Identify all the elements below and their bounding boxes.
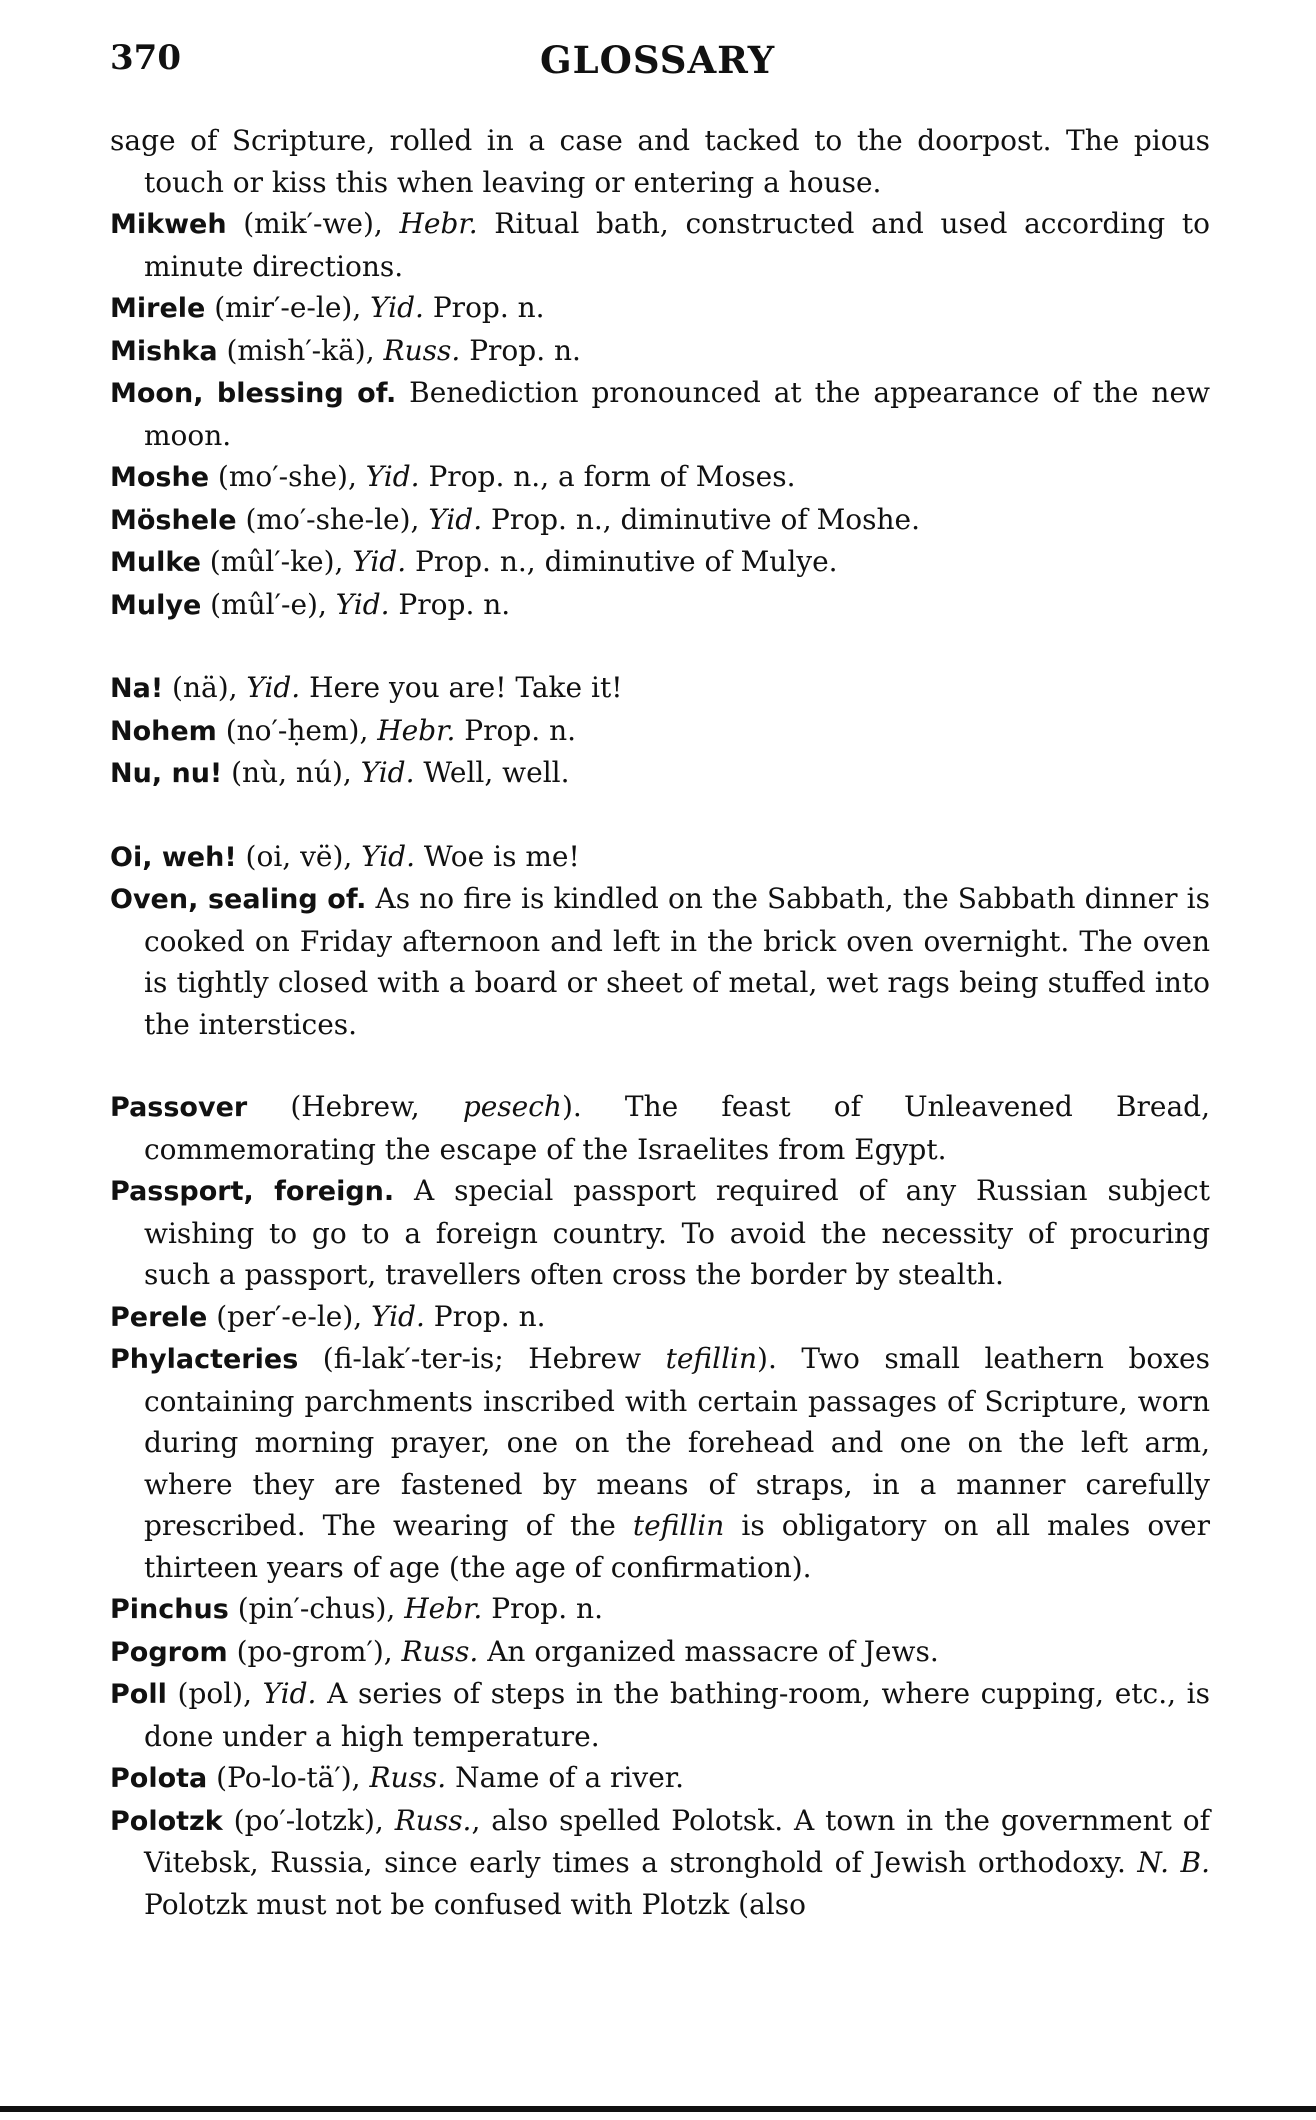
entry-definition: Benediction pronounced at the appearance of the new moon. <box>144 376 1210 452</box>
entry-definition: Well, well. <box>414 756 570 789</box>
entry-pronunciation: (mûl′-e), <box>201 587 336 621</box>
entry-term: Passover <box>110 1092 248 1123</box>
entry-term: Polota <box>110 1763 208 1794</box>
entry-pronunciation: (nä), <box>163 671 247 704</box>
entry-term: Poll <box>110 1679 167 1710</box>
entry-language: Yid. <box>371 1299 425 1333</box>
entry-italic-note: N. B. <box>1137 1846 1210 1879</box>
entry-pronunciation: (po′-lotzk), <box>222 1803 395 1837</box>
entry-definition: As no fire is kindled on the Sabbath, the Sabbath dinner is cooked on Friday afternoon and left in the brick oven overnight. The oven is tightly closed with a board or sheet of metal, wet rags being stuffed into the interstices. <box>144 882 1210 1041</box>
entry-definition: Prop. n., diminutive of Moshe. <box>482 502 921 536</box>
entry-language: Russ. <box>394 1803 472 1837</box>
glossary-entry-oven-sealing <box>110 878 1210 1045</box>
page-header <box>110 38 1210 88</box>
entry-pronunciation: (mo′-she-le), <box>236 502 429 536</box>
entry-definition-continued: is obligatory on all males over thirteen years of age (the age of confirmation). <box>144 1509 1210 1584</box>
entry-language: Hebr. <box>399 207 478 240</box>
entry-term: Pinchus <box>110 1594 229 1625</box>
entry-pronunciation: (fi-lak′-ter-is; Hebrew <box>298 1342 666 1375</box>
glossary-entry-na <box>110 667 1210 710</box>
entry-term: Phylacteries <box>110 1344 299 1375</box>
entry-definition: Ritual bath, constructed and used according to minute directions. <box>144 207 1210 283</box>
glossary-entry-mulke <box>110 541 1210 584</box>
entry-pronunciation: (oi, vë), <box>236 839 362 873</box>
entry-definition: Prop. n. <box>460 333 581 367</box>
entry-definition: Prop. n. <box>389 587 511 621</box>
entry-term: Pogrom <box>110 1636 228 1668</box>
page-number: 370 <box>110 38 181 78</box>
entry-definition: Prop. n. <box>424 1299 546 1333</box>
entry-pronunciation: (mik′-we), <box>226 207 400 240</box>
entry-definition: Name of a river. <box>446 1761 684 1794</box>
page-title: GLOSSARY <box>540 38 776 82</box>
glossary-entry-perele <box>110 1296 1210 1339</box>
glossary-entry-pinchus <box>110 1588 1210 1631</box>
glossary-entry-polota <box>110 1757 1210 1800</box>
entry-pronunciation: (mish′-kä), <box>217 333 384 367</box>
entry-definition: Here you are! Take it! <box>300 671 623 704</box>
entry-term: Mirele <box>110 293 206 324</box>
glossary-entry-moshe <box>110 456 1210 499</box>
entry-pronunciation: (Po-lo-tä′), <box>207 1761 370 1794</box>
entry-language: Hebr. <box>377 713 456 747</box>
entry-term: Nohem <box>110 715 217 747</box>
entry-language: Russ. <box>383 333 461 367</box>
entry-term: Passport, foreign. <box>110 1176 395 1207</box>
entry-pronunciation: (mûl′-ke), <box>200 545 353 578</box>
entry-term: Mikweh <box>110 209 227 240</box>
entry-definition-continued: Polotzk must not be confused with Plotzk (also <box>144 1887 806 1921</box>
glossary-entry-pogrom <box>110 1631 1210 1674</box>
entry-language: Yid. <box>361 839 415 873</box>
entry-definition: Prop. n., a form of Moses. <box>419 460 796 493</box>
glossary-entry-nu-nu <box>110 752 1210 795</box>
glossary-entry-oi-weh <box>110 836 1210 879</box>
entry-definition: A special passport required of any Russian subject wishing to go to a foreign country. To avoid the necessity of procuring such a passport, travellers often cross the border by stealth. <box>144 1174 1210 1291</box>
entry-term: Na! <box>110 673 164 704</box>
bottom-rule <box>0 2106 1316 2112</box>
entry-language: Yid. <box>428 502 483 536</box>
entry-pronunciation: (pol), <box>166 1677 263 1710</box>
entry-definition: Prop. n. <box>423 291 545 324</box>
glossary-entry-continuation <box>110 120 1210 203</box>
glossary-entry-moon-blessing <box>110 372 1210 456</box>
entry-term: Oi, weh! <box>110 841 237 873</box>
entry-italic-term: tefillin <box>632 1509 725 1542</box>
entry-pronunciation: (po-grom′), <box>227 1634 402 1668</box>
entry-definition: ). Two small leathern boxes containing parchments inscribed with certain passages of Scripture, worn during morning prayer, one on the forehead and one on the left arm, where they are fastened by means of straps, in a manner carefully prescribed. The wearing of the <box>144 1342 1210 1542</box>
entry-language: Yid. <box>360 756 415 789</box>
entry-language: Yid. <box>365 460 420 493</box>
entry-definition: An organized massacre of Jews. <box>478 1634 939 1668</box>
glossary-entry-poll <box>110 1673 1210 1757</box>
glossary-entry-phylacteries <box>110 1338 1210 1588</box>
entry-pronunciation: (Hebrew, <box>247 1090 463 1123</box>
entry-pronunciation: (nù, nú), <box>222 756 361 789</box>
entry-definition: , also spelled Polotsk. A town in the government of Vitebsk, Russia, since early times a stronghold of Jewish orthodoxy. <box>144 1803 1210 1879</box>
entry-definition: ). The feast of Unleavened Bread, commemorating the escape of the Israelites from Egypt. <box>144 1090 1211 1166</box>
entry-language: Russ. <box>401 1634 479 1668</box>
entry-language: Yid. <box>335 587 390 621</box>
entry-term: Möshele <box>110 504 237 536</box>
entry-term: Oven, sealing of. <box>110 884 367 915</box>
glossary-entry-mulye <box>110 584 1210 627</box>
glossary-entry-nohem <box>110 710 1210 753</box>
entry-pronunciation: (per′-e-le), <box>207 1299 372 1333</box>
entry-term: Moshe <box>110 462 210 493</box>
entry-definition: Woe is me! <box>415 839 580 873</box>
entry-language: Yid. <box>370 291 424 324</box>
glossary-entry-mirele <box>110 287 1210 330</box>
glossary-entry-moshele <box>110 499 1210 542</box>
entry-language: Yid. <box>262 1677 317 1710</box>
glossary-entry-mikweh <box>110 203 1210 287</box>
entry-term: Nu, nu! <box>110 758 223 789</box>
entry-term: Mulye <box>110 589 202 621</box>
entry-pronunciation: (pin′-chus), <box>228 1592 405 1625</box>
glossary-entry-polotzk <box>110 1800 1210 1926</box>
entry-language: tefillin <box>665 1342 758 1375</box>
glossary-entry-passport-foreign <box>110 1170 1210 1296</box>
entry-pronunciation: (no′-ḥem), <box>216 713 378 747</box>
entry-term: Mulke <box>110 547 201 578</box>
entry-term: Polotzk <box>110 1805 223 1837</box>
glossary-entry-passover <box>110 1086 1210 1170</box>
glossary-body <box>110 120 1210 1925</box>
entry-pronunciation: (mir′-e-le), <box>205 291 371 324</box>
entry-definition: A series of steps in the bathing-room, where cupping, etc., is done under a high temperature. <box>144 1677 1210 1753</box>
entry-pronunciation: (mo′-she), <box>209 460 366 493</box>
entry-language: Russ. <box>369 1761 447 1794</box>
entry-language: pesech <box>462 1090 562 1123</box>
entry-definition: Prop. n., diminutive of Mulye. <box>406 545 838 578</box>
entry-language: Hebr. <box>404 1592 483 1625</box>
glossary-entry-mishka <box>110 330 1210 373</box>
entry-language: Yid. <box>352 545 407 578</box>
entry-definition: sage of Scripture, rolled in a case and tacked to the doorpost. The pious touch or kiss this when leaving or entering a house. <box>110 124 1210 199</box>
entry-term: Moon, blessing of. <box>110 378 397 409</box>
entry-definition: Prop. n. <box>455 713 577 747</box>
entry-term: Perele <box>110 1301 208 1333</box>
entry-definition: Prop. n. <box>482 1592 603 1625</box>
entry-language: Yid. <box>246 671 301 704</box>
entry-term: Mishka <box>110 335 218 367</box>
